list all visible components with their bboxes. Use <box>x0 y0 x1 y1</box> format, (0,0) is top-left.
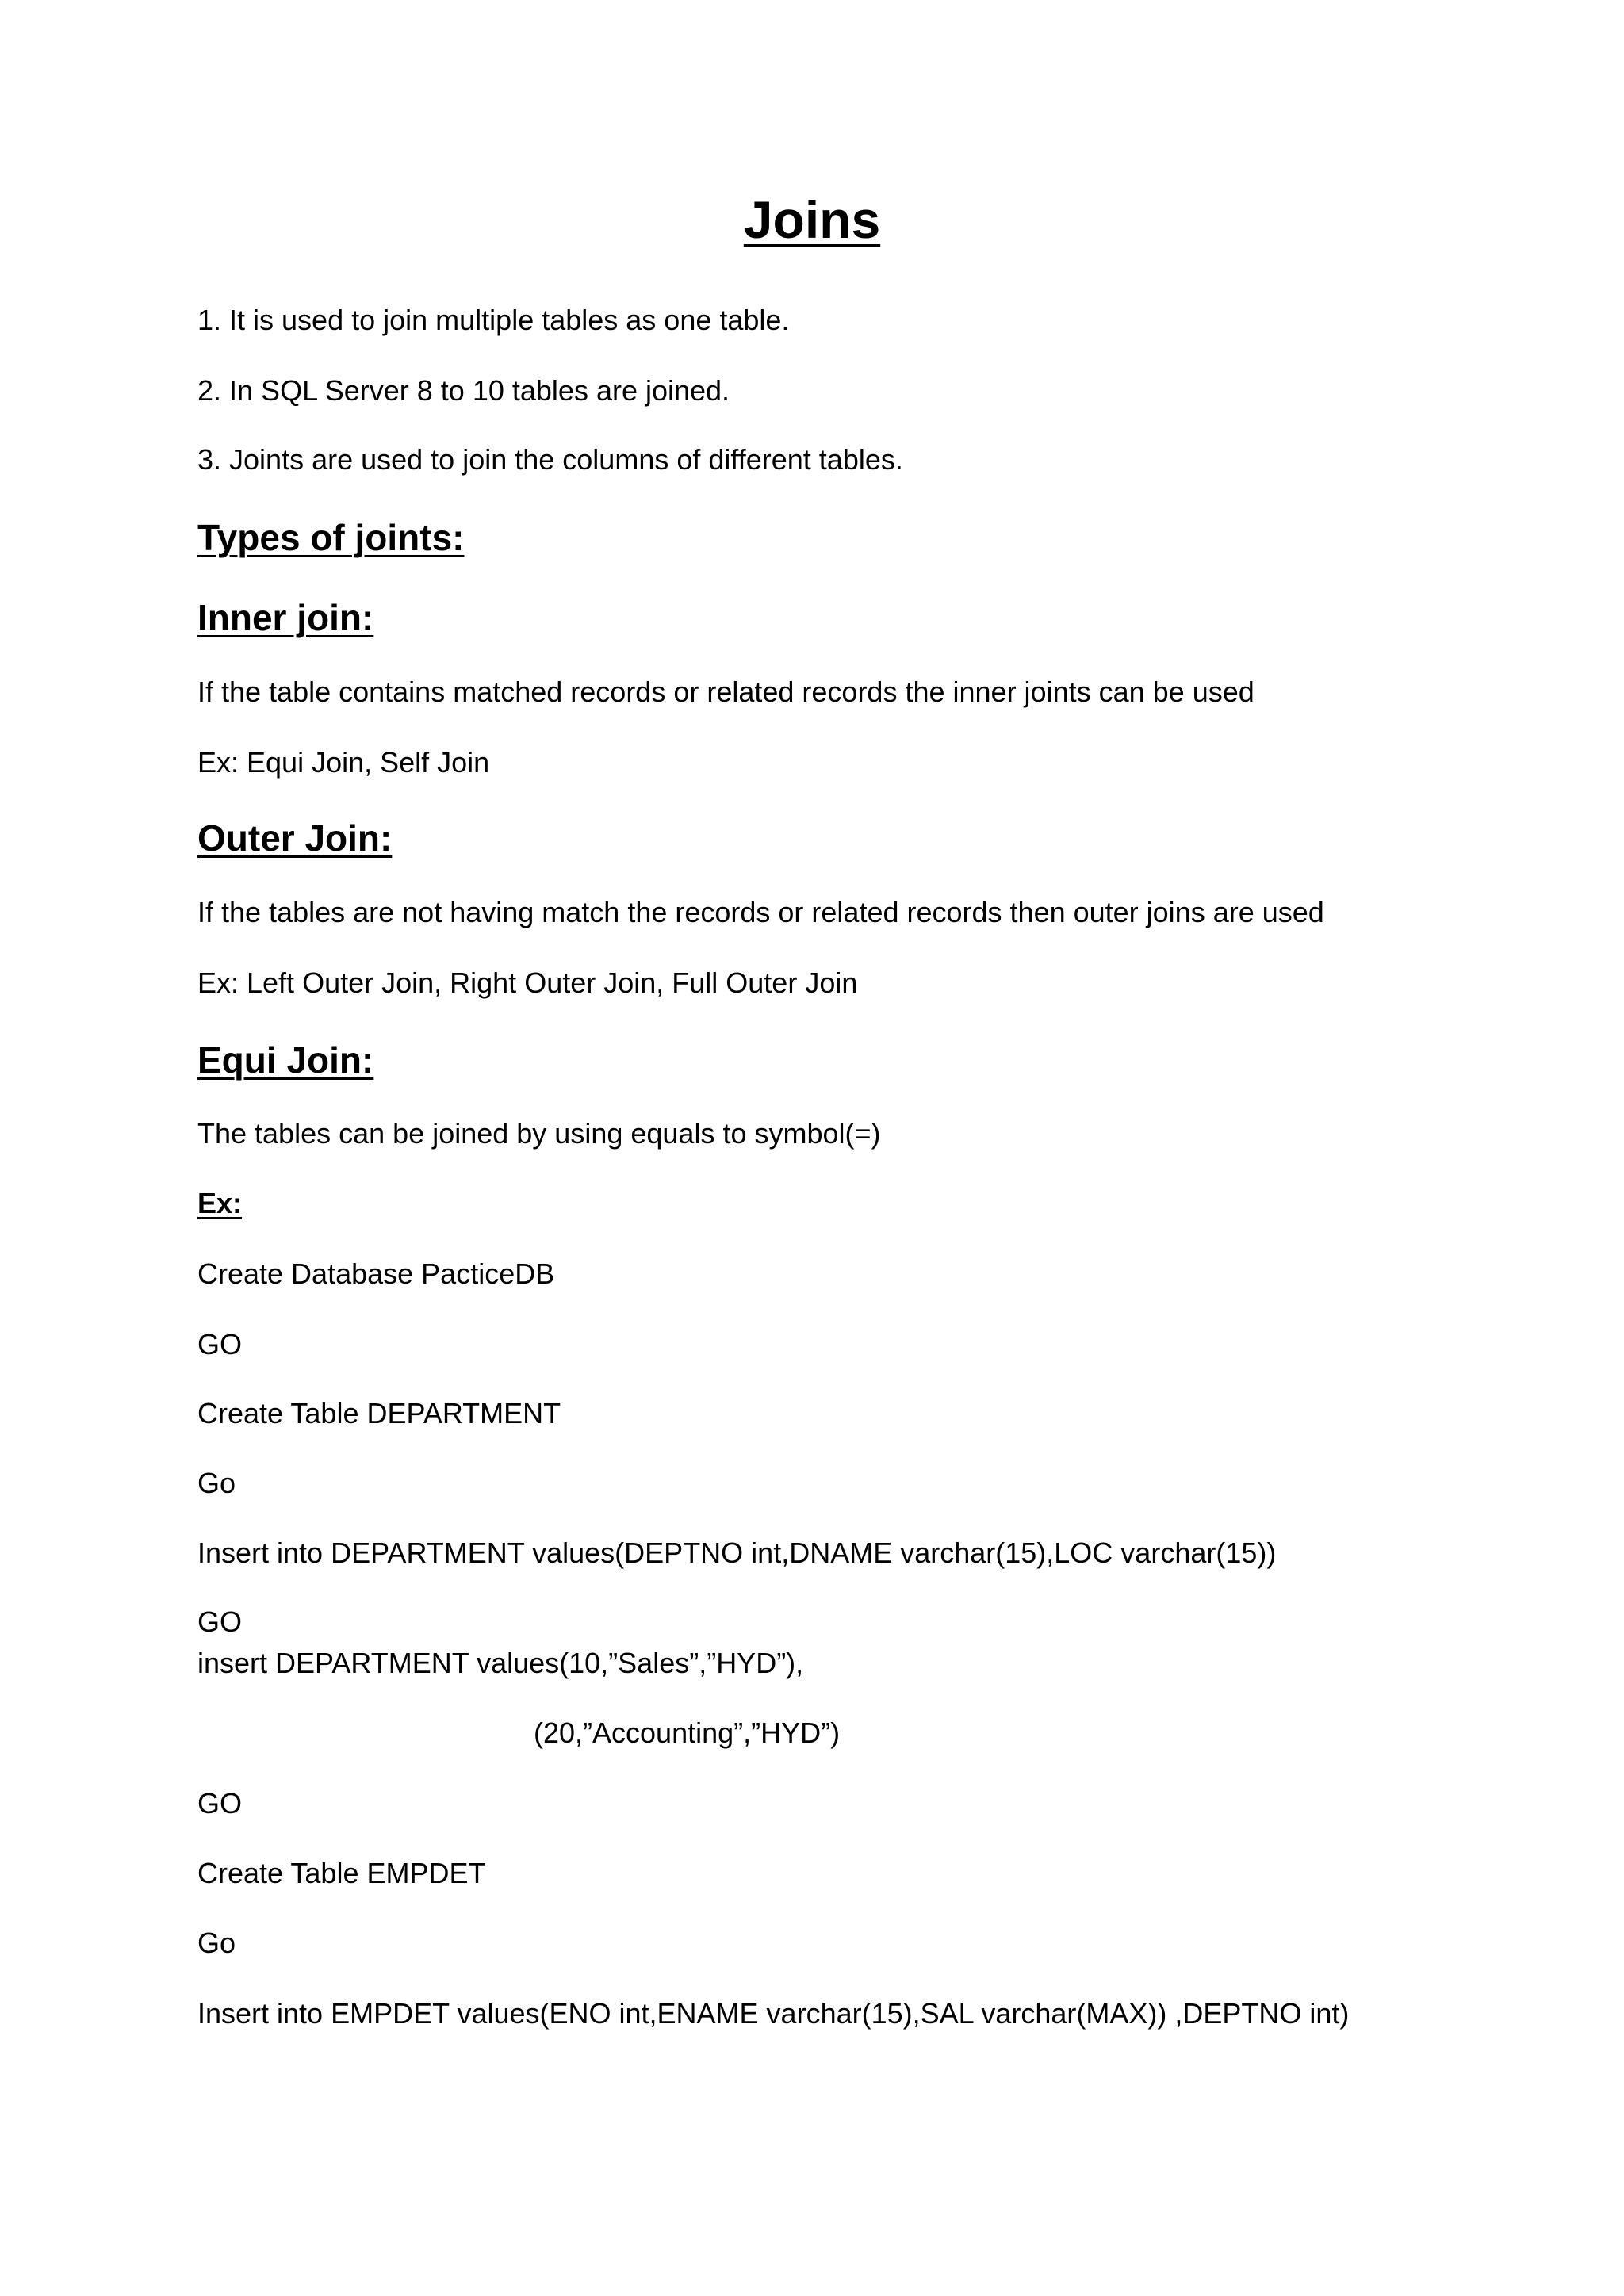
code-line-insert-empdet-columns: Insert into EMPDET values(ENO int,ENAME varchar(15),SAL varchar(MAX)) ,DEPTNO int) <box>197 1997 1350 2030</box>
point-1: 1. It is used to join multiple tables as one table. <box>197 304 790 336</box>
outer-join-example: Ex: Left Outer Join, Right Outer Join, Full Outer Join <box>197 966 858 999</box>
equi-join-heading: Equi Join: <box>197 1039 374 1081</box>
point-2: 2. In SQL Server 8 to 10 tables are joined. <box>197 374 730 407</box>
code-line-go: GO <box>197 1787 243 1820</box>
types-heading: Types of joints: <box>197 517 465 558</box>
point-3: 3. Joints are used to join the columns of different tables. <box>197 443 903 476</box>
code-line-go: GO <box>197 1328 243 1360</box>
inner-join-description: If the table contains matched records or related records the inner joints can be used <box>197 675 1254 708</box>
outer-join-description: If the tables are not having match the records or related records then outer joins are used <box>197 896 1324 928</box>
code-line-create-table-empdet: Create Table EMPDET <box>197 1857 486 1889</box>
equi-join-description: The tables can be joined by using equals to symbol(=) <box>197 1117 881 1150</box>
code-line-go: Go <box>197 1927 236 1959</box>
equi-join-example-label: Ex: <box>197 1187 243 1219</box>
code-line-insert-department-values: insert DEPARTMENT values(10,”Sales”,”HYD”), <box>197 1647 804 1679</box>
code-line-create-table-department: Create Table DEPARTMENT <box>197 1397 561 1429</box>
code-line-insert-department-columns: Insert into DEPARTMENT values(DEPTNO int,DNAME varchar(15),LOC varchar(15)) <box>197 1536 1277 1569</box>
page-title: Joins <box>743 190 881 249</box>
code-line-go: GO <box>197 1605 243 1638</box>
inner-join-example: Ex: Equi Join, Self Join <box>197 746 490 779</box>
code-line-go: Go <box>197 1467 236 1499</box>
code-line-insert-department-values-continued: (20,”Accounting”,”HYD”) <box>534 1716 841 1749</box>
code-line-create-database: Create Database PacticeDB <box>197 1257 555 1290</box>
inner-join-heading: Inner join: <box>197 597 374 638</box>
outer-join-heading: Outer Join: <box>197 817 393 859</box>
